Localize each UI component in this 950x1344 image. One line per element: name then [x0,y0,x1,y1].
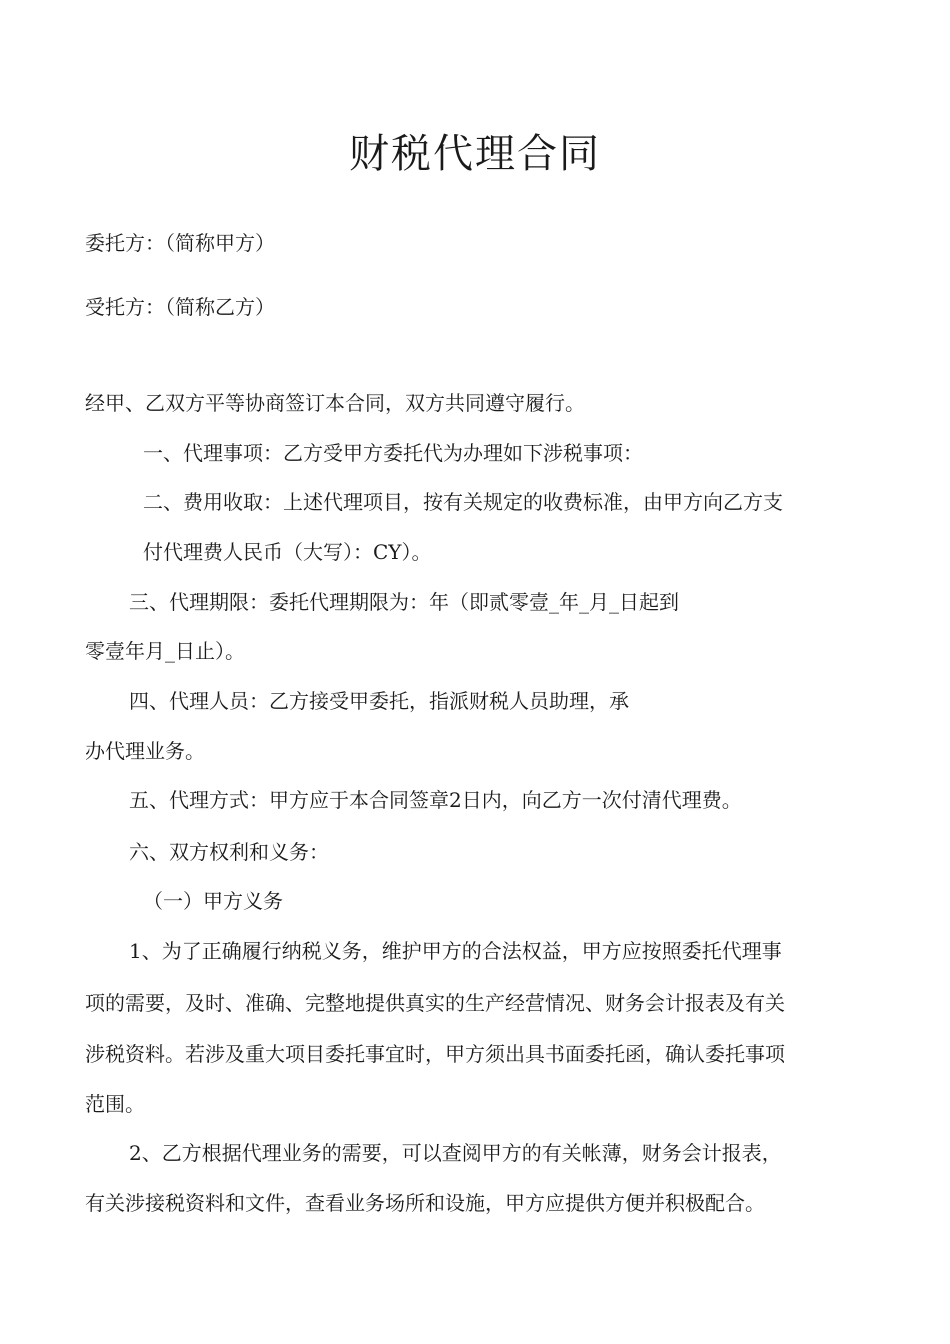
section-4-personnel-line-2: 办代理业务。 [85,739,205,763]
section-3-term-line-1: 三、代理期限：委托代理期限为：年（即贰零壹_年_月_日起到 [129,590,679,614]
obligation-1-line-1: 1、为了正确履行纳税义务，维护甲方的合法权益，甲方应按照委托代理事 [129,939,782,963]
obligation-1-line-4: 范围。 [85,1092,145,1116]
section-6-rights-obligations: 六、双方权利和义务： [129,840,329,864]
section-6-party-a-obligations-heading: （一）甲方义务 [143,889,283,913]
client-party-line: 委托方：（简称甲方） [85,231,275,255]
obligation-1-line-2: 项的需要，及时、准确、完整地提供真实的生产经营情况、财务会计报表及有关 [85,991,785,1015]
intro-paragraph: 经甲、乙双方平等协商签订本合同，双方共同遵守履行。 [85,391,585,415]
obligation-1-line-3: 涉税资料。若涉及重大项目委托事宜时，甲方须出具书面委托函，确认委托事项 [85,1042,785,1066]
section-2-fee-line-1: 二、费用收取：上述代理项目，按有关规定的收费标准，由甲方向乙方支 [143,490,783,514]
section-3-term-line-2: 零壹年月_日止）。 [85,639,245,663]
section-2-fee-line-2: 付代理费人民币（大写）：CY）。 [143,540,432,564]
contract-title: 财税代理合同 [349,131,601,177]
obligation-2-line-1: 2、乙方根据代理业务的需要，可以查阅甲方的有关帐薄，财务会计报表， [129,1141,782,1165]
agent-party-line: 受托方：（简称乙方） [85,295,275,319]
obligation-2-line-2: 有关涉接税资料和文件，查看业务场所和设施，甲方应提供方便并积极配合。 [85,1191,765,1215]
section-5-payment-method: 五、代理方式：甲方应于本合同签章2日内，向乙方一次付清代理费。 [129,788,742,812]
section-1-agency-matters: 一、代理事项：乙方受甲方委托代为办理如下涉税事项： [143,441,643,465]
section-4-personnel-line-1: 四、代理人员：乙方接受甲委托，指派财税人员助理，承 [129,689,629,713]
